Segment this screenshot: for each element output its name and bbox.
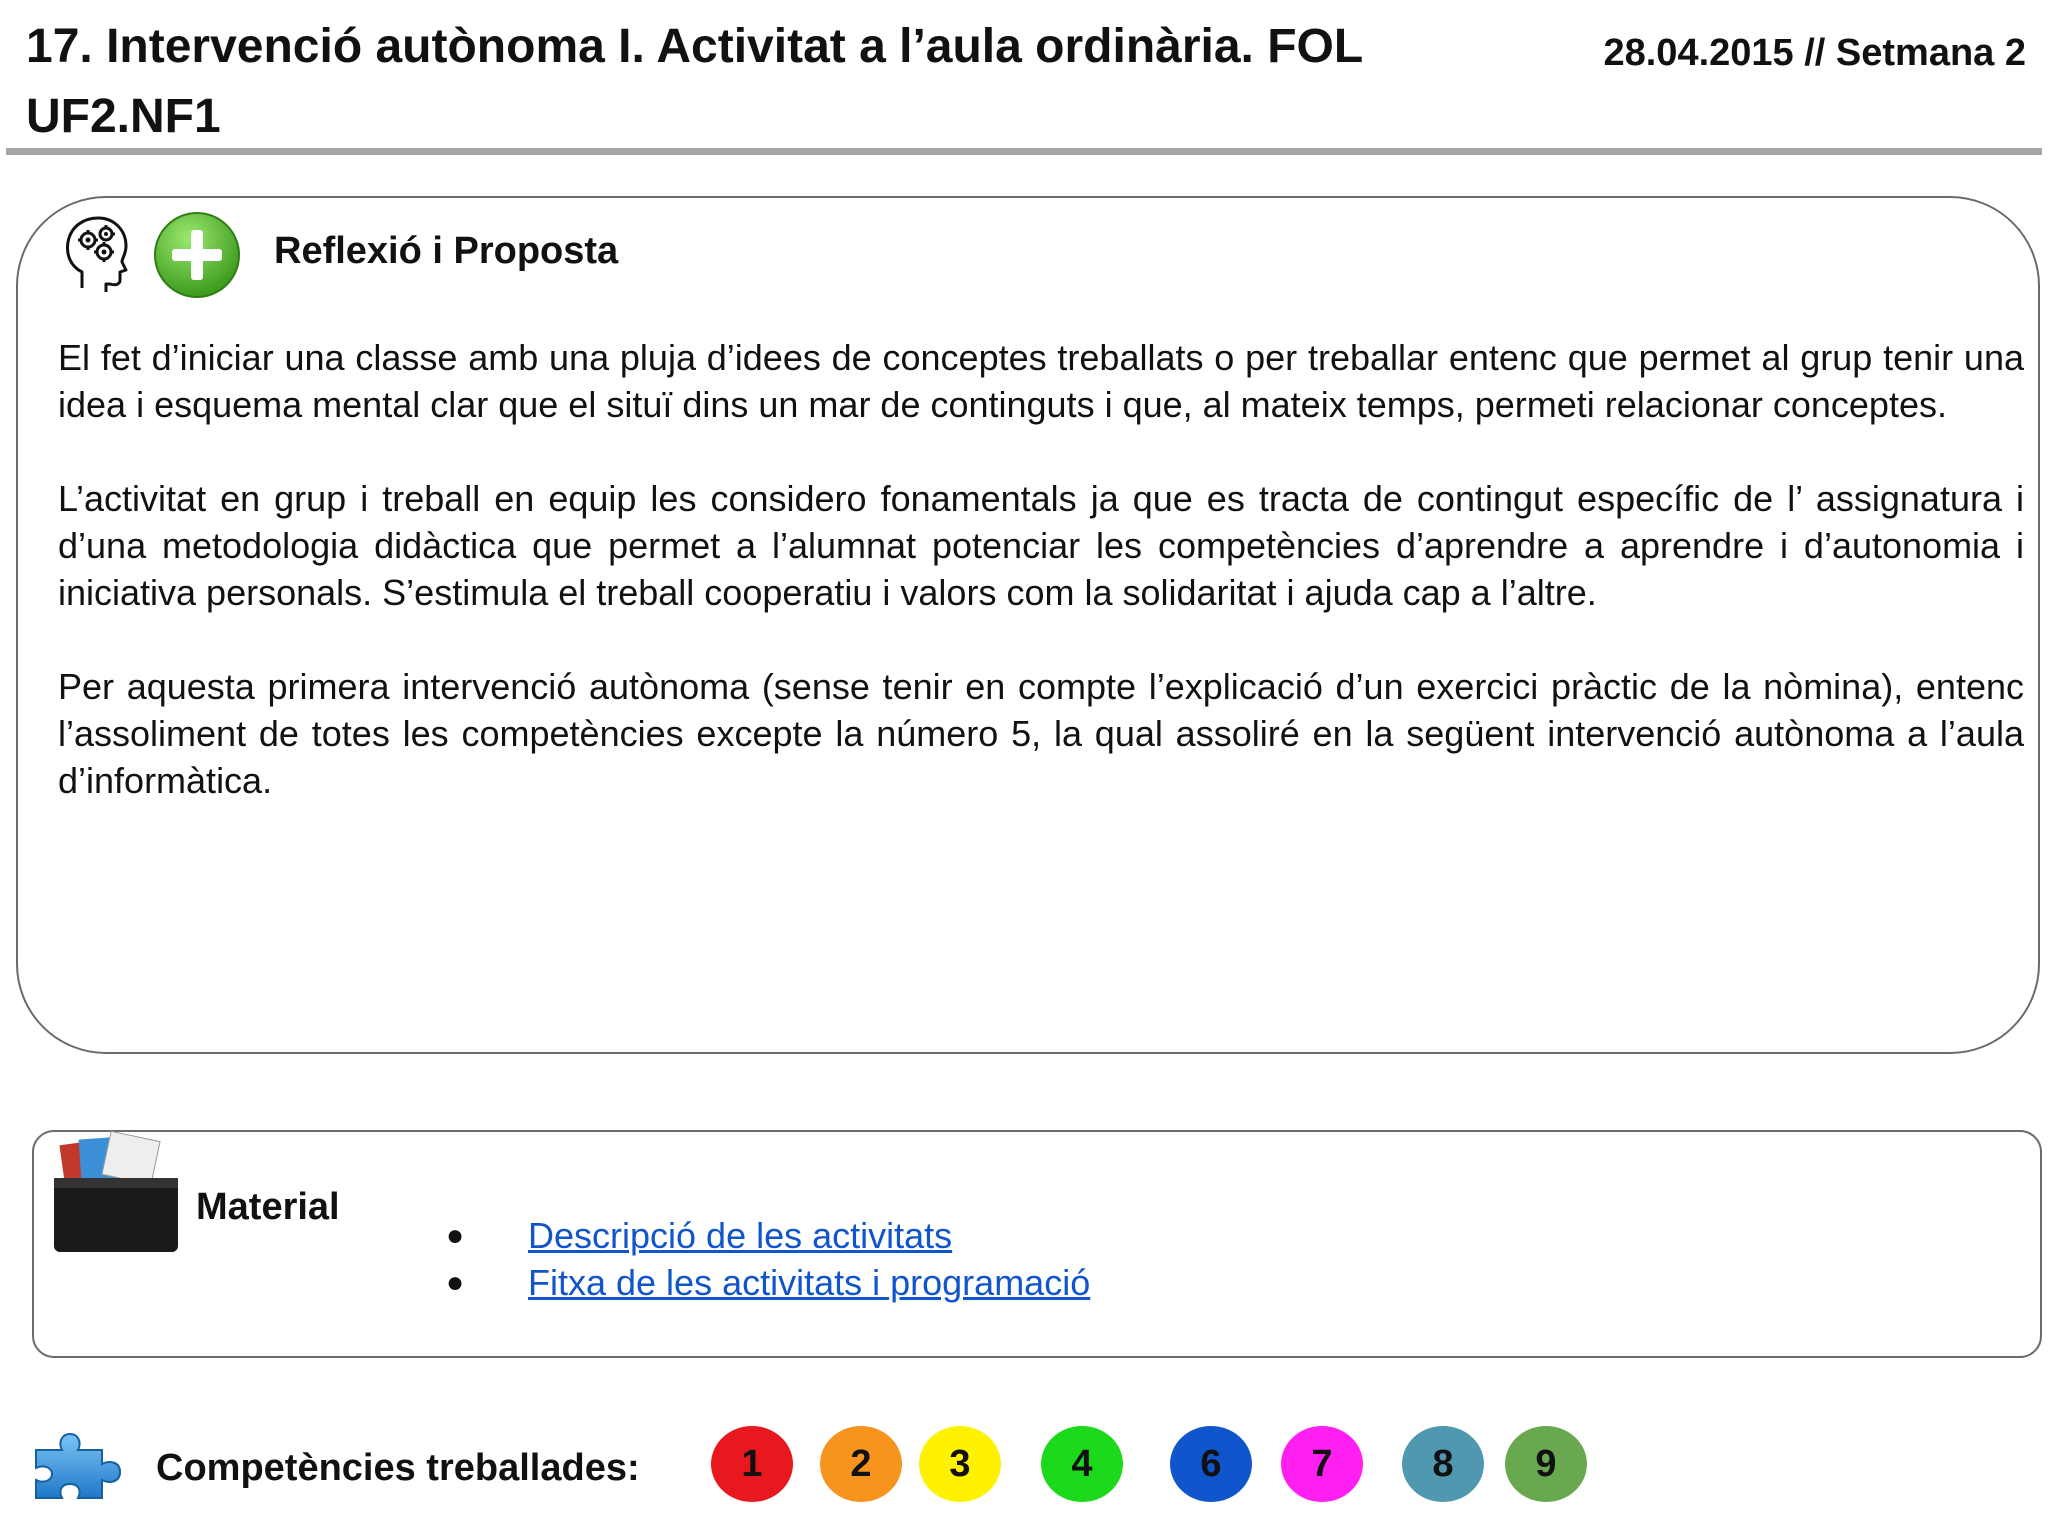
link-descripcio-activitats[interactable]: Descripció de les activitats: [528, 1214, 953, 1256]
list-item: [446, 1212, 1090, 1259]
date-week-label: 28.04.2015 // Setmana 2: [1603, 32, 2026, 74]
green-plus-icon: [152, 210, 242, 300]
competencies-label: Competències treballades:: [156, 1447, 640, 1489]
puzzle-icon: [28, 1428, 132, 1508]
reflection-title: Reflexió i Proposta: [274, 230, 619, 272]
competency-badge-6: 6: [1170, 1426, 1252, 1502]
competency-badge-8: 8: [1402, 1426, 1484, 1502]
bullet: ●: [446, 1265, 465, 1299]
paragraph: Per aquesta primera intervenció autònoma (sense tenir en compte l’explicació d’un exercici pràctic de la nòmina), entenc l’assoliment de totes les competències excepte la número 5, la qual assoliré en la següent intervenció autònoma a l’aula d’informàtica.: [58, 666, 2024, 801]
page-title: 17. Intervenció autònoma I. Activitat a l’aula ordinària. FOL UF2.NF1: [26, 20, 1363, 143]
competency-badge-1: 1: [711, 1426, 793, 1502]
reflection-text: [58, 334, 2024, 851]
competency-badge-7: 7: [1281, 1426, 1363, 1502]
folder-icon: [50, 1128, 180, 1256]
competency-badge-2: 2: [820, 1426, 902, 1502]
competency-badge-4: 4: [1041, 1426, 1123, 1502]
link-fitxa-activitats[interactable]: Fitxa de les activitats i programació: [528, 1261, 1091, 1303]
bullet: ●: [446, 1218, 465, 1252]
list-item: [446, 1259, 1090, 1306]
material-links: [446, 1212, 1090, 1306]
competency-badge-3: 3: [919, 1426, 1001, 1502]
head-gears-icon: [62, 214, 130, 294]
material-title: Material: [196, 1186, 340, 1228]
competency-badge-9: 9: [1505, 1426, 1587, 1502]
header-divider: [6, 148, 2042, 155]
paragraph: El fet d’iniciar una classe amb una pluja d’idees de conceptes treballats o per treballar entenc que permet al grup tenir una idea i esquema mental clar que el situï dins un mar de continguts i que, al mateix temps, permeti relacionar conceptes.: [58, 337, 2024, 425]
paragraph: L’activitat en grup i treball en equip les considero fonamentals ja que es tracta de contingut específic de l’ assignatura i d’una metodologia didàctica que permet a l’alumnat potenciar les competències d’aprendre a aprendre i d’autonomia i iniciativa personals. S’estimula el treball cooperatiu i valors com la solidaritat i ajuda cap a l’altre.: [58, 478, 2024, 613]
